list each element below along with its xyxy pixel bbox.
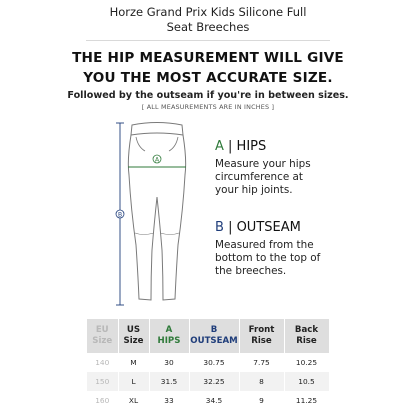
headline-line2: YOU THE MOST ACCURATE SIZE. <box>83 70 333 86</box>
header-front-rise: Front Rise <box>239 319 284 353</box>
cell-outseam: 32.25 <box>189 372 239 391</box>
header-hips: A HIPS <box>149 319 189 353</box>
cell-front-rise: 8 <box>239 372 284 391</box>
size-table-header <box>87 319 329 353</box>
table-row <box>87 391 329 410</box>
outseam-desc-line1: Measured from the <box>215 239 314 251</box>
cell-back-rise: 11.25 <box>284 391 329 410</box>
cell-eu: 160 <box>87 391 118 410</box>
headline-line1: THE HIP MEASUREMENT WILL GIVE <box>72 50 344 66</box>
title-divider <box>86 40 330 41</box>
header-outseam: B OUTSEAM <box>189 319 239 353</box>
outseam-letter: B <box>215 220 224 235</box>
hips-letter: A <box>215 139 224 154</box>
cell-hips: 31.5 <box>149 372 189 391</box>
subline: Followed by the outseam if you're in between sizes. <box>67 90 349 101</box>
header-back-rise: Back Rise <box>284 319 329 353</box>
hips-label: | HIPS <box>228 139 267 154</box>
svg-text:A: A <box>154 156 160 164</box>
outseam-label: | OUTSEAM <box>228 220 301 235</box>
cell-eu: 140 <box>87 353 118 372</box>
svg-text:B: B <box>117 211 123 219</box>
cell-us: M <box>118 353 149 372</box>
cell-outseam: 30.75 <box>189 353 239 372</box>
outseam-desc-line2: bottom to the top of <box>215 252 321 264</box>
cell-hips: 30 <box>149 353 189 372</box>
header-us-size: US Size <box>118 319 149 353</box>
table-row <box>87 372 329 391</box>
headline <box>0 48 416 88</box>
hips-desc-line1: Measure your hips <box>215 158 311 170</box>
outseam-section <box>215 219 415 278</box>
hips-section <box>215 138 415 197</box>
hips-desc-line3: your hip joints. <box>215 184 293 196</box>
cell-eu: 150 <box>87 372 118 391</box>
header-eu-size: EU Size <box>87 319 118 353</box>
cell-front-rise: 7.75 <box>239 353 284 372</box>
product-title-line1: Horze Grand Prix Kids Silicone Full <box>109 5 307 19</box>
cell-outseam: 34.5 <box>189 391 239 410</box>
cell-hips: 33 <box>149 391 189 410</box>
size-table <box>87 319 330 410</box>
cell-front-rise: 9 <box>239 391 284 410</box>
hips-description <box>215 158 415 197</box>
outseam-title <box>215 219 415 237</box>
product-title <box>0 5 416 35</box>
outseam-description <box>215 239 415 278</box>
hips-marker <box>153 155 161 163</box>
cell-us: XL <box>118 391 149 410</box>
hips-title <box>215 138 415 156</box>
hips-desc-line2: circumference at <box>215 171 303 183</box>
outseam-marker <box>116 210 124 218</box>
cell-back-rise: 10.5 <box>284 372 329 391</box>
outseam-desc-line3: the breeches. <box>215 265 287 277</box>
units-note: [ ALL MEASUREMENTS ARE IN INCHES ] <box>141 103 275 111</box>
breeches-outline <box>128 123 185 301</box>
product-title-line2: Seat Breeches <box>166 20 250 34</box>
breeches-illustration <box>105 115 210 315</box>
table-row <box>87 353 329 372</box>
cell-us: L <box>118 372 149 391</box>
cell-back-rise: 10.25 <box>284 353 329 372</box>
